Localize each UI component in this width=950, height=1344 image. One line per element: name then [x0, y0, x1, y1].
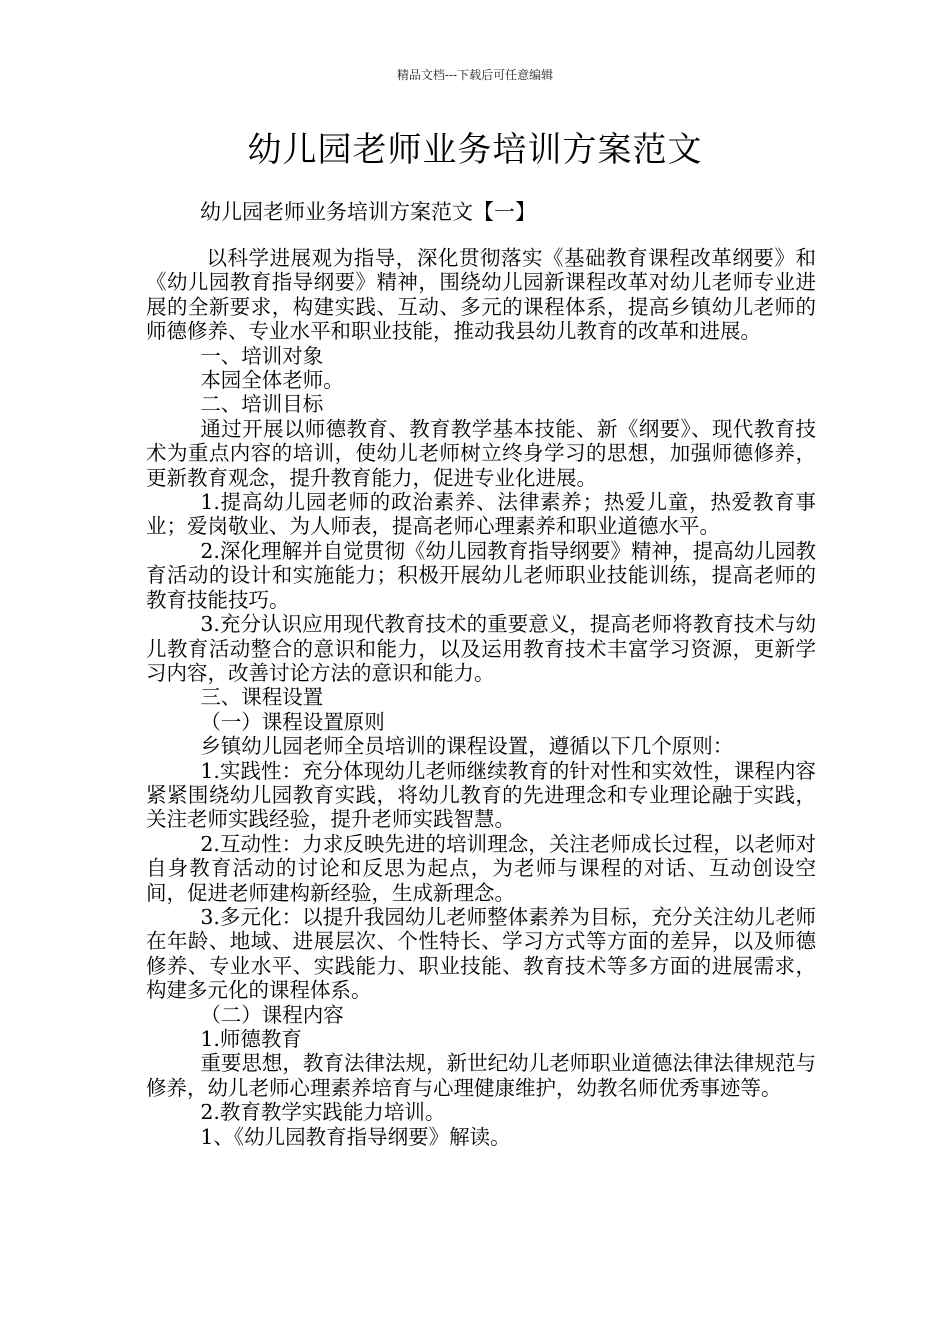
list-item: 2.互动性：力求反映先进的培训理念，关注老师成长过程，以老师对自身教育活动的讨论和反思为起点，为老师与课程的对话、互动创设空间，促进老师建构新经验，生成新理念。: [146, 831, 816, 905]
paragraph: 乡镇幼儿园老师全员培训的课程设置，遵循以下几个原则：: [200, 734, 734, 759]
document-title: 幼儿园老师业务培训方案范文: [247, 130, 703, 170]
section-heading-curriculum: 三、课程设置: [200, 685, 324, 710]
list-item: 1.提高幼儿园老师的政治素养、法律素养；热爱儿童，热爱教育事业；爱岗敬业、为人师表，提高老师心理素养和职业道德水平。: [146, 490, 816, 539]
list-item: 2.教育教学实践能力培训。: [200, 1100, 446, 1125]
list-item: 3.充分认识应用现代教育技术的重要意义，提高老师将教育技术与幼儿教育活动整合的意识和能力，以及运用教育技术丰富学习资源，更新学习内容，改善讨论方法的意识和能力。: [146, 612, 816, 685]
list-item: 1、《幼儿园教育指导纲要》解读。: [200, 1124, 511, 1149]
list-item: 3.多元化：以提升我园幼儿老师整体素养为目标，充分关注幼儿老师在年龄、地域、进展层次、个性特长、学习方式等方面的差异，以及师德修养、专业水平、实践能力、职业技能、教育技术等多方面的进展需求，构建多元化的课程体系。: [146, 904, 816, 1003]
document-body: [146, 246, 816, 1149]
paragraph: 通过开展以师德教育、教育教学基本技能、新《纲要》、现代教育技术为重点内容的培训，使幼儿老师树立终身学习的思想，加强师德修养，更新教育观念，提升教育能力，促进专业化进展。: [146, 416, 816, 490]
list-item: 1.师德教育: [200, 1027, 302, 1051]
section-heading-training-target: 一、培训对象: [200, 343, 324, 368]
subsection-heading-content: （二）课程内容: [200, 1002, 344, 1027]
list-item: 2.深化理解并自觉贯彻《幼儿园教育指导纲要》精神，提高幼儿园教育活动的设计和实施能力；积极开展幼儿老师职业技能训练，提高老师的教育技能技巧。: [146, 538, 816, 612]
subsection-heading-principles: （一）课程设置原则: [200, 709, 385, 734]
paragraph: 重要思想，教育法律法规，新世纪幼儿老师职业道德法律法律规范与修养，幼儿老师心理素养培育与心理健康维护，幼教名师优秀事迹等。: [146, 1051, 816, 1100]
list-item: 1.实践性：充分体现幼儿老师继续教育的针对性和实效性，课程内容紧紧围绕幼儿园教育实践，将幼儿教育的先进理念和专业理论融于实践，关注老师实践经验，提升老师实践智慧。: [146, 758, 816, 832]
document-subtitle: 幼儿园老师业务培训方案范文【一】: [200, 200, 536, 224]
intro-paragraph: 以科学进展观为指导，深化贯彻落实《基础教育课程改革纲要》和《幼儿园教育指导纲要》精神，围绕幼儿园新课程改革对幼儿老师专业进展的全新要求，构建实践、互动、多元的课程体系，提高乡镇幼儿老师的师德修养、专业水平和职业技能，推动我县幼儿教育的改革和进展。: [146, 246, 816, 344]
section-heading-training-goal: 二、培训目标: [200, 392, 324, 417]
header-note: 精品文档---下载后可任意编辑: [396, 68, 554, 82]
paragraph: 本园全体老师。: [200, 368, 344, 393]
